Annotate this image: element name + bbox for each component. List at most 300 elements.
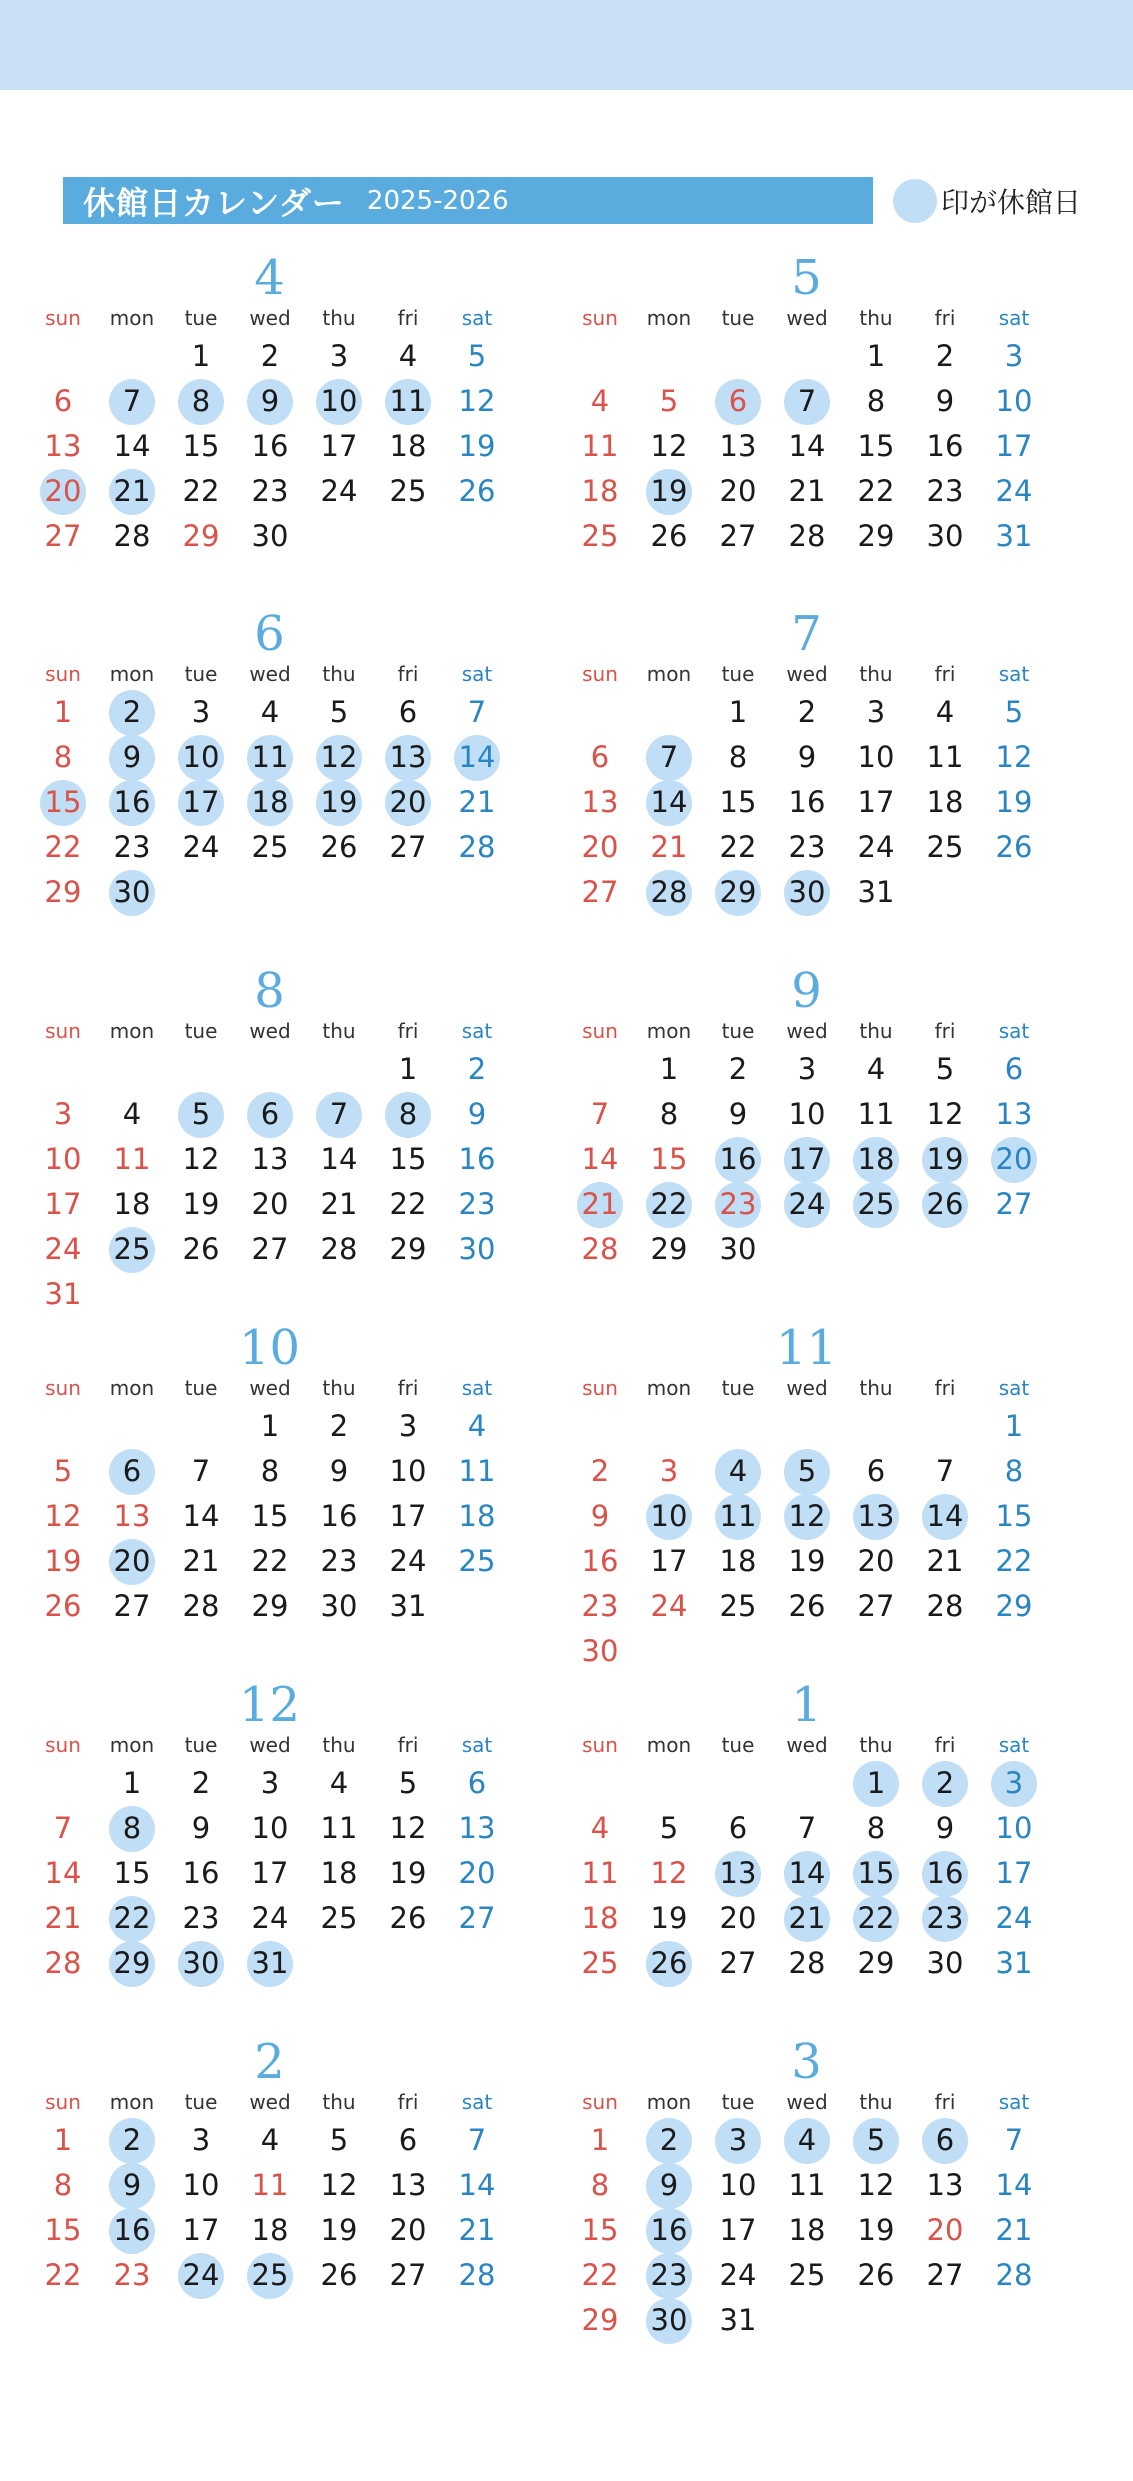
calendar-day: 3 xyxy=(260,1766,280,1800)
calendar-day: 21 xyxy=(650,830,688,864)
weekday-label: mon xyxy=(109,1733,155,1757)
weekday-label: sat xyxy=(461,306,493,330)
legend-label: 印が休館日 xyxy=(941,186,1082,219)
calendar-day: 3 xyxy=(398,1409,418,1443)
weekday-label: fri xyxy=(934,1019,956,1043)
calendar-day: 17 xyxy=(182,2213,220,2247)
weekday-label: mon xyxy=(646,1376,692,1400)
calendar-day: 24 xyxy=(389,1544,427,1578)
calendar-day: 1 xyxy=(53,695,73,729)
month-number: 6 xyxy=(254,606,285,662)
calendar-day: 17 xyxy=(320,429,358,463)
weekday-label: tue xyxy=(721,1733,755,1757)
calendar-day: 1 xyxy=(122,1766,142,1800)
calendar-day: 6 xyxy=(53,384,73,418)
closed-day: 31 xyxy=(235,1941,305,1986)
weekday-label: sat xyxy=(461,1019,493,1043)
calendar-day: 12 xyxy=(182,1142,220,1176)
month-block xyxy=(44,963,548,1323)
calendar-day: 7 xyxy=(467,2123,487,2157)
weekday-label: fri xyxy=(934,306,956,330)
weekday-label: mon xyxy=(109,2090,155,2114)
calendar-day: 12 xyxy=(44,1499,82,1533)
calendar-day: 3 xyxy=(191,695,211,729)
month-block xyxy=(44,1677,548,2037)
calendar-day: 26 xyxy=(650,519,688,553)
closed-day: 5 xyxy=(841,2118,911,2163)
calendar-day: 8 xyxy=(260,1454,280,1488)
page-title: 休館日カレンダー xyxy=(83,183,345,222)
month-block xyxy=(44,250,548,610)
closed-day: 12 xyxy=(772,1494,842,1539)
weekday-label: tue xyxy=(721,1376,755,1400)
calendar-day: 1 xyxy=(728,695,748,729)
calendar-day: 26 xyxy=(389,1901,427,1935)
calendar-day: 18 xyxy=(581,474,619,508)
calendar-day: 15 xyxy=(182,429,220,463)
calendar-day: 27 xyxy=(458,1901,496,1935)
closed-day: 24 xyxy=(166,2253,236,2298)
closed-day: 30 xyxy=(97,870,167,915)
weekday-label: sun xyxy=(582,662,618,686)
calendar-day: 5 xyxy=(659,384,679,418)
calendar-day: 11 xyxy=(581,1856,619,1890)
closed-day: 30 xyxy=(634,2298,704,2343)
closed-day: 30 xyxy=(772,870,842,915)
month-number: 8 xyxy=(254,963,285,1019)
calendar-day: 17 xyxy=(857,785,895,819)
calendar-day: 1 xyxy=(1004,1409,1024,1443)
calendar-day: 14 xyxy=(581,1142,619,1176)
month-block xyxy=(581,250,1085,610)
weekday-label: thu xyxy=(859,1019,893,1043)
calendar-day: 26 xyxy=(995,830,1033,864)
calendar-day: 29 xyxy=(44,875,82,909)
calendar-day: 13 xyxy=(113,1499,151,1533)
calendar-day: 5 xyxy=(467,339,487,373)
calendar-day: 24 xyxy=(857,830,895,864)
calendar-day: 28 xyxy=(113,519,151,553)
calendar-day: 4 xyxy=(935,695,955,729)
calendar-day: 25 xyxy=(926,830,964,864)
calendar-day: 8 xyxy=(53,2168,73,2202)
calendar-day: 11 xyxy=(113,1142,151,1176)
month-block xyxy=(581,606,1085,966)
calendar-day: 4 xyxy=(122,1097,142,1131)
calendar-day: 19 xyxy=(182,1187,220,1221)
calendar-day: 13 xyxy=(995,1097,1033,1131)
calendar-day: 31 xyxy=(44,1277,82,1311)
calendar-day: 22 xyxy=(857,474,895,508)
month-block xyxy=(581,2034,1085,2394)
calendar-day: 4 xyxy=(398,339,418,373)
closed-day: 21 xyxy=(97,469,167,514)
closed-day: 16 xyxy=(97,2208,167,2253)
calendar-day: 8 xyxy=(866,384,886,418)
closed-day: 18 xyxy=(235,780,305,825)
calendar-day: 5 xyxy=(329,2123,349,2157)
weekday-label: thu xyxy=(322,1733,356,1757)
closed-day: 14 xyxy=(772,1851,842,1896)
calendar-day: 19 xyxy=(995,785,1033,819)
calendar-day: 1 xyxy=(53,2123,73,2157)
weekday-label: wed xyxy=(249,2090,291,2114)
month-block xyxy=(44,2034,548,2394)
calendar-day: 6 xyxy=(866,1454,886,1488)
month-number: 9 xyxy=(791,963,822,1019)
calendar-day: 9 xyxy=(191,1811,211,1845)
calendar-day: 17 xyxy=(995,429,1033,463)
weekday-label: sun xyxy=(582,306,618,330)
calendar-day: 20 xyxy=(926,2213,964,2247)
calendar-day: 25 xyxy=(581,1946,619,1980)
closed-day: 7 xyxy=(634,735,704,780)
calendar-day: 21 xyxy=(995,2213,1033,2247)
calendar-day: 27 xyxy=(389,830,427,864)
closed-day: 19 xyxy=(634,469,704,514)
calendar-day: 29 xyxy=(995,1589,1033,1623)
weekday-label: fri xyxy=(934,2090,956,2114)
closed-day: 6 xyxy=(910,2118,980,2163)
calendar-day: 20 xyxy=(458,1856,496,1890)
calendar-day: 13 xyxy=(926,2168,964,2202)
closed-day: 9 xyxy=(235,379,305,424)
calendar-day: 27 xyxy=(389,2258,427,2292)
calendar-day: 6 xyxy=(398,2123,418,2157)
calendar-day: 22 xyxy=(251,1544,289,1578)
calendar-day: 22 xyxy=(995,1544,1033,1578)
calendar-day: 21 xyxy=(182,1544,220,1578)
calendar-day: 29 xyxy=(389,1232,427,1266)
closed-day: 8 xyxy=(166,379,236,424)
calendar-day: 16 xyxy=(458,1142,496,1176)
month-block xyxy=(44,1320,548,1680)
calendar-day: 21 xyxy=(44,1901,82,1935)
calendar-day: 20 xyxy=(251,1187,289,1221)
weekday-label: sun xyxy=(582,1019,618,1043)
weekday-label: sat xyxy=(461,2090,493,2114)
calendar-day: 23 xyxy=(458,1187,496,1221)
calendar-day: 10 xyxy=(44,1142,82,1176)
calendar-day: 22 xyxy=(581,2258,619,2292)
calendar-day: 3 xyxy=(866,695,886,729)
closed-day: 8 xyxy=(373,1092,443,1137)
weekday-label: tue xyxy=(721,2090,755,2114)
weekday-label: thu xyxy=(322,1376,356,1400)
calendar-day: 4 xyxy=(590,1811,610,1845)
calendar-day: 31 xyxy=(995,519,1033,553)
calendar-day: 23 xyxy=(788,830,826,864)
month-number: 1 xyxy=(791,1677,822,1733)
calendar-day: 7 xyxy=(1004,2123,1024,2157)
calendar-day: 11 xyxy=(788,2168,826,2202)
month-block xyxy=(44,606,548,966)
title-bar xyxy=(63,177,873,224)
calendar-day: 12 xyxy=(995,740,1033,774)
calendar-day: 28 xyxy=(788,1946,826,1980)
weekday-label: thu xyxy=(322,306,356,330)
calendar-day: 19 xyxy=(650,1901,688,1935)
calendar-day: 18 xyxy=(251,2213,289,2247)
calendar-day: 2 xyxy=(590,1454,610,1488)
weekday-label: fri xyxy=(397,306,419,330)
calendar-day: 24 xyxy=(44,1232,82,1266)
month-block xyxy=(581,1677,1085,2037)
weekday-label: tue xyxy=(184,2090,218,2114)
month-number: 11 xyxy=(775,1320,838,1376)
closed-day: 25 xyxy=(97,1227,167,1272)
closed-day: 21 xyxy=(772,1896,842,1941)
calendar-day: 25 xyxy=(719,1589,757,1623)
calendar-day: 19 xyxy=(320,2213,358,2247)
calendar-day: 4 xyxy=(467,1409,487,1443)
month-block xyxy=(581,963,1085,1323)
calendar-day: 14 xyxy=(320,1142,358,1176)
calendar-day: 19 xyxy=(857,2213,895,2247)
calendar-day: 23 xyxy=(113,2258,151,2292)
calendar-day: 2 xyxy=(260,339,280,373)
calendar-day: 15 xyxy=(650,1142,688,1176)
calendar-day: 12 xyxy=(320,2168,358,2202)
closed-day: 20 xyxy=(979,1137,1049,1182)
closed-day: 16 xyxy=(703,1137,773,1182)
calendar-day: 7 xyxy=(191,1454,211,1488)
calendar-day: 28 xyxy=(581,1232,619,1266)
calendar-day: 18 xyxy=(389,429,427,463)
closed-day: 8 xyxy=(97,1806,167,1851)
calendar-day: 18 xyxy=(113,1187,151,1221)
weekday-label: wed xyxy=(786,1376,828,1400)
calendar-day: 17 xyxy=(251,1856,289,1890)
closed-day: 16 xyxy=(910,1851,980,1896)
weekday-label: thu xyxy=(859,306,893,330)
calendar-day: 4 xyxy=(866,1052,886,1086)
calendar-day: 15 xyxy=(719,785,757,819)
closed-day: 6 xyxy=(703,379,773,424)
calendar-day: 30 xyxy=(926,519,964,553)
calendar-day: 5 xyxy=(935,1052,955,1086)
weekday-label: fri xyxy=(397,1376,419,1400)
calendar-day: 27 xyxy=(251,1232,289,1266)
calendar-day: 2 xyxy=(191,1766,211,1800)
closed-day: 1 xyxy=(841,1761,911,1806)
calendar-day: 1 xyxy=(191,339,211,373)
calendar-day: 29 xyxy=(650,1232,688,1266)
month-number: 4 xyxy=(254,250,285,306)
calendar-day: 7 xyxy=(935,1454,955,1488)
weekday-label: sun xyxy=(45,1376,81,1400)
weekday-label: wed xyxy=(786,1733,828,1757)
calendar-day: 16 xyxy=(788,785,826,819)
calendar-day: 12 xyxy=(926,1097,964,1131)
weekday-label: sat xyxy=(461,1733,493,1757)
weekday-label: sat xyxy=(998,1376,1030,1400)
calendar-day: 24 xyxy=(650,1589,688,1623)
closed-day: 18 xyxy=(841,1137,911,1182)
calendar-day: 13 xyxy=(581,785,619,819)
closed-day: 5 xyxy=(166,1092,236,1137)
weekday-label: tue xyxy=(184,1019,218,1043)
closed-day: 30 xyxy=(166,1941,236,1986)
weekday-label: wed xyxy=(249,306,291,330)
calendar-day: 15 xyxy=(44,2213,82,2247)
calendar-day: 30 xyxy=(926,1946,964,1980)
closed-day: 22 xyxy=(97,1896,167,1941)
calendar-day: 6 xyxy=(467,1766,487,1800)
calendar-day: 26 xyxy=(182,1232,220,1266)
weekday-label: mon xyxy=(646,662,692,686)
weekday-label: tue xyxy=(184,306,218,330)
closed-day: 21 xyxy=(565,1182,635,1227)
calendar-day: 1 xyxy=(866,339,886,373)
calendar-day: 10 xyxy=(995,384,1033,418)
closed-day: 20 xyxy=(28,469,98,514)
weekday-label: fri xyxy=(397,1019,419,1043)
calendar-day: 25 xyxy=(788,2258,826,2292)
closed-day: 17 xyxy=(772,1137,842,1182)
calendar-day: 1 xyxy=(659,1052,679,1086)
closed-day: 7 xyxy=(772,379,842,424)
closed-day: 7 xyxy=(304,1092,374,1137)
weekday-label: sun xyxy=(582,2090,618,2114)
closed-day: 9 xyxy=(97,735,167,780)
month-number: 2 xyxy=(254,2034,285,2090)
calendar-day: 9 xyxy=(590,1499,610,1533)
calendar-day: 12 xyxy=(650,1856,688,1890)
closed-day: 16 xyxy=(97,780,167,825)
calendar-day: 21 xyxy=(320,1187,358,1221)
weekday-label: sat xyxy=(998,2090,1030,2114)
calendar-day: 20 xyxy=(719,1901,757,1935)
weekday-label: thu xyxy=(859,662,893,686)
closed-day: 14 xyxy=(634,780,704,825)
calendar-day: 10 xyxy=(857,740,895,774)
calendar-day: 16 xyxy=(581,1544,619,1578)
calendar-day: 14 xyxy=(995,2168,1033,2202)
calendar-day: 3 xyxy=(191,2123,211,2157)
weekday-label: tue xyxy=(184,1733,218,1757)
calendar-day: 30 xyxy=(581,1634,619,1668)
calendar-day: 28 xyxy=(788,519,826,553)
weekday-label: sat xyxy=(461,1376,493,1400)
weekday-label: thu xyxy=(859,2090,893,2114)
calendar-day: 7 xyxy=(53,1811,73,1845)
calendar-day: 12 xyxy=(389,1811,427,1845)
calendar-day: 17 xyxy=(650,1544,688,1578)
weekday-label: sun xyxy=(45,1019,81,1043)
closed-day: 14 xyxy=(910,1494,980,1539)
calendar-day: 24 xyxy=(995,474,1033,508)
calendar-day: 5 xyxy=(329,695,349,729)
calendar-day: 24 xyxy=(182,830,220,864)
closed-day: 11 xyxy=(235,735,305,780)
closed-day: 2 xyxy=(910,1761,980,1806)
calendar-day: 19 xyxy=(458,429,496,463)
closed-day: 15 xyxy=(28,780,98,825)
weekday-label: wed xyxy=(249,662,291,686)
calendar-day: 24 xyxy=(251,1901,289,1935)
calendar-day: 26 xyxy=(44,1589,82,1623)
closed-day: 29 xyxy=(703,870,773,915)
weekday-label: fri xyxy=(934,1376,956,1400)
calendar-day: 31 xyxy=(719,2303,757,2337)
calendar-day: 30 xyxy=(458,1232,496,1266)
weekday-label: fri xyxy=(397,2090,419,2114)
weekday-label: thu xyxy=(859,1733,893,1757)
calendar-day: 17 xyxy=(995,1856,1033,1890)
calendar-day: 10 xyxy=(182,2168,220,2202)
calendar-day: 29 xyxy=(251,1589,289,1623)
calendar-day: 3 xyxy=(1004,339,1024,373)
calendar-day: 13 xyxy=(458,1811,496,1845)
calendar-day: 26 xyxy=(458,474,496,508)
closed-day: 23 xyxy=(910,1896,980,1941)
legend xyxy=(893,178,1081,224)
closed-day: 13 xyxy=(841,1494,911,1539)
calendar-day: 27 xyxy=(44,519,82,553)
calendar-day: 23 xyxy=(251,474,289,508)
calendar-day: 10 xyxy=(251,1811,289,1845)
calendar-day: 25 xyxy=(389,474,427,508)
calendar-day: 1 xyxy=(590,2123,610,2157)
calendar-day: 27 xyxy=(113,1589,151,1623)
top-band xyxy=(0,0,1133,90)
calendar-day: 8 xyxy=(659,1097,679,1131)
calendar-day: 27 xyxy=(926,2258,964,2292)
calendar-day: 7 xyxy=(797,1811,817,1845)
calendar-day: 14 xyxy=(458,2168,496,2202)
closed-day: 7 xyxy=(97,379,167,424)
calendar-day: 2 xyxy=(797,695,817,729)
weekday-label: wed xyxy=(786,2090,828,2114)
calendar-day: 14 xyxy=(788,429,826,463)
calendar-day: 2 xyxy=(728,1052,748,1086)
weekday-label: wed xyxy=(249,1019,291,1043)
calendar-day: 8 xyxy=(1004,1454,1024,1488)
year-range: 2025-2026 xyxy=(366,185,509,216)
calendar-day: 26 xyxy=(857,2258,895,2292)
weekday-label: thu xyxy=(322,662,356,686)
closed-day: 11 xyxy=(703,1494,773,1539)
weekday-label: wed xyxy=(786,662,828,686)
calendar-day: 10 xyxy=(389,1454,427,1488)
month-number: 10 xyxy=(238,1320,301,1376)
calendar-day: 12 xyxy=(458,384,496,418)
calendar-day: 17 xyxy=(389,1499,427,1533)
calendar-day: 26 xyxy=(320,2258,358,2292)
calendar-day: 8 xyxy=(866,1811,886,1845)
calendar-day: 6 xyxy=(590,740,610,774)
calendar-day: 21 xyxy=(458,785,496,819)
calendar-day: 28 xyxy=(458,2258,496,2292)
month-number: 7 xyxy=(791,606,822,662)
weekday-label: sun xyxy=(582,1733,618,1757)
weekday-label: sun xyxy=(45,662,81,686)
calendar-day: 27 xyxy=(719,1946,757,1980)
weekday-label: mon xyxy=(109,306,155,330)
calendar-day: 15 xyxy=(995,1499,1033,1533)
calendar-day: 19 xyxy=(389,1856,427,1890)
closed-day: 3 xyxy=(703,2118,773,2163)
calendar-day: 24 xyxy=(320,474,358,508)
closed-day: 6 xyxy=(97,1449,167,1494)
calendar-day: 27 xyxy=(581,875,619,909)
weekday-label: tue xyxy=(721,662,755,686)
calendar-day: 28 xyxy=(458,830,496,864)
calendar-day: 22 xyxy=(182,474,220,508)
calendar-day: 21 xyxy=(788,474,826,508)
weekday-label: wed xyxy=(249,1733,291,1757)
